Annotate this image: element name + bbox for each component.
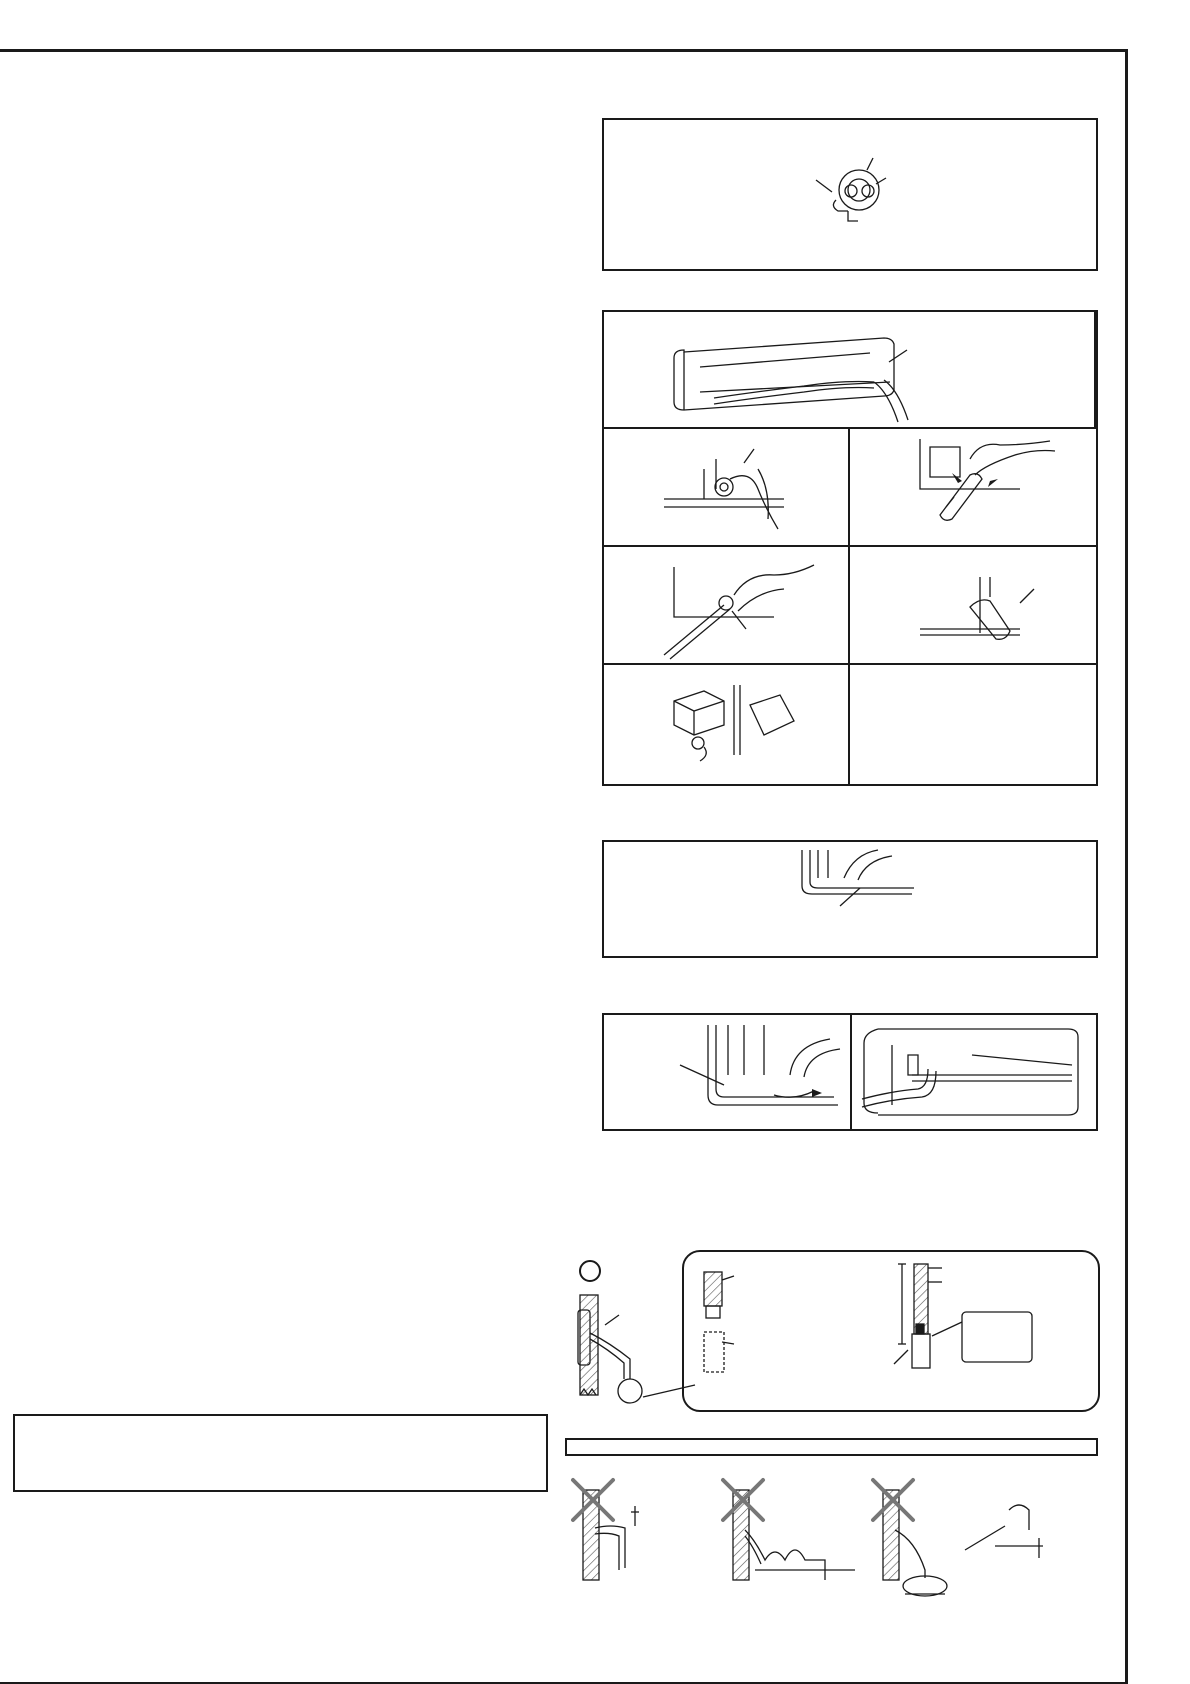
- incorrect-drain-examples: [565, 1470, 1100, 1600]
- step-empty-cell: [850, 665, 1096, 784]
- arrow-icon: [988, 479, 998, 487]
- pipe-routing-left-panel: [604, 1015, 852, 1129]
- arrow-icon: [812, 1089, 822, 1097]
- figure-pipe-routing: [602, 1013, 1098, 1131]
- step-drain-cap: [604, 665, 850, 784]
- step-unit-overview: [604, 312, 1096, 429]
- figure-drain-connection: [560, 1255, 1100, 1420]
- pipe-cross-section-drawing: [604, 120, 1100, 273]
- step-tighten-nut: [604, 547, 850, 665]
- pipe-routing-right-panel: [852, 1015, 1096, 1129]
- note-box: [13, 1414, 548, 1492]
- step-attach-insulation: [850, 429, 1096, 547]
- figure-pipe-cross-section: [602, 118, 1098, 271]
- detail-callout: [682, 1250, 1100, 1412]
- step-remove-cap: [604, 429, 850, 547]
- warning-bar: [565, 1438, 1098, 1456]
- step-wrap-pipe: [850, 547, 1096, 665]
- figure-drain-hose: [602, 840, 1098, 958]
- figure-installation-steps: [602, 310, 1098, 786]
- drain-hose-drawing: [604, 842, 1100, 960]
- connector-line: [643, 1385, 695, 1399]
